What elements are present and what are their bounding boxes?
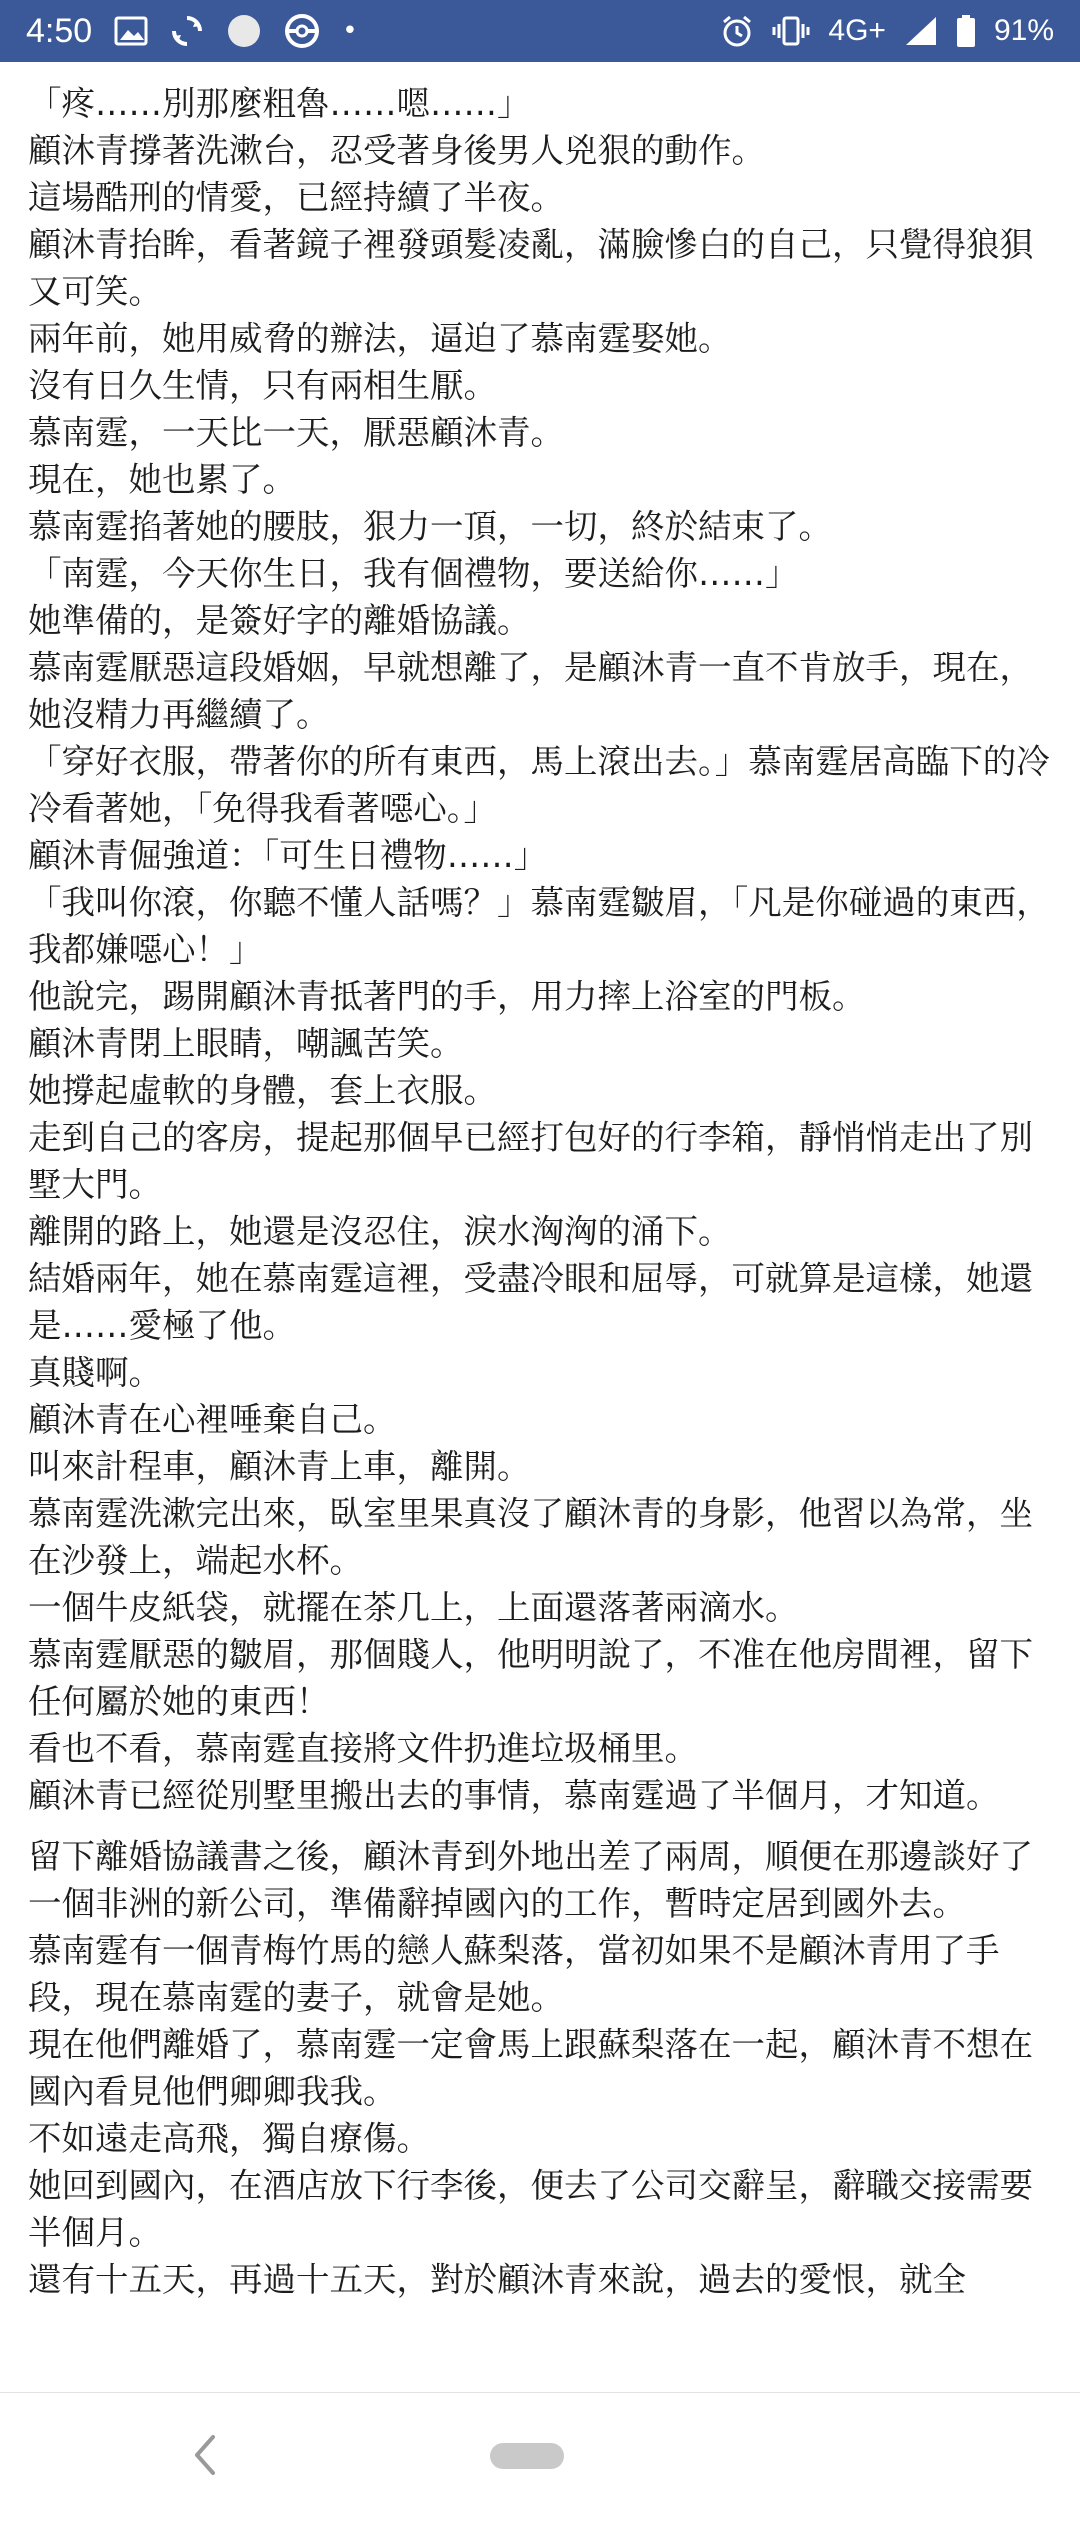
paragraph: 「疼……別那麼粗魯……嗯……」 (28, 84, 531, 123)
navigation-bar (0, 2392, 1080, 2521)
home-pill-icon[interactable] (490, 2443, 564, 2469)
battery-percent: 91% (993, 14, 1054, 47)
status-right (720, 14, 1054, 48)
network-type: 4G+ (828, 14, 886, 47)
paragraph: 沒有日久生情，只有兩相生厭。 (28, 366, 497, 405)
paragraph: 不如遠走高飛，獨自療傷。 (28, 2119, 430, 2158)
paragraph: 「穿好衣服，帶著你的所有東西，馬上滾出去。」慕南霆居高臨下的冷冷看著她，「免得我看著噁心。」 (28, 742, 1050, 828)
paragraph: 一個牛皮紙袋，就擺在茶几上，上面還落著兩滴水。 (28, 1588, 799, 1627)
status-bar (0, 0, 1080, 62)
article-body (0, 62, 1080, 2303)
pokeball-icon (284, 13, 320, 49)
paragraph: 還有十五天，再過十五天，對於顧沐青來說，過去的愛恨，就全 (28, 2260, 966, 2299)
status-left (26, 12, 358, 51)
paragraph: 他說完，踢開顧沐青抵著門的手，用力摔上浴室的門板。 (28, 977, 866, 1016)
paragraph: 她準備的，是簽好字的離婚協議。 (28, 601, 531, 640)
paragraph: 兩年前，她用威脅的辦法，逼迫了慕南霆娶她。 (28, 319, 732, 358)
paragraph: 慕南霆厭惡的皺眉，那個賤人，他明明說了，不准在他房間裡，留下任何屬於她的東西！ (28, 1635, 1033, 1721)
vibrate-icon (772, 15, 810, 47)
paragraph: 「南霆，今天你生日，我有個禮物，要送給你……」 (28, 554, 799, 593)
paragraph: 留下離婚協議書之後，顧沐青到外地出差了兩周，順便在那邊談好了一個非洲的新公司，準備辭掉國內的工作，暫時定居到國外去。 (28, 1837, 1033, 1923)
battery-icon (956, 14, 976, 48)
status-dot: • (342, 16, 358, 46)
paragraph: 離開的路上，她還是沒忍住，淚水洶洶的涌下。 (28, 1212, 732, 1251)
status-time: 4:50 (26, 11, 93, 50)
paragraph: 走到自己的客房，提起那個早已經打包好的行李箱，靜悄悄走出了別墅大門。 (28, 1118, 1033, 1204)
paragraph: 她撐起虛軟的身體，套上衣服。 (28, 1071, 497, 1110)
paragraph: 「我叫你滾，你聽不懂人話嗎？」慕南霆皺眉，「凡是你碰過的東西，我都嫌噁心！」 (28, 883, 1050, 969)
paragraph: 現在他們離婚了，慕南霆一定會馬上跟蘇梨落在一起，顧沐青不想在國內看見他們卿卿我我。 (28, 2025, 1033, 2111)
paragraph: 顧沐青在心裡唾棄自己。 (28, 1400, 397, 1439)
article-content[interactable] (0, 62, 1080, 2392)
paragraph: 顧沐青閉上眼睛，嘲諷苦笑。 (28, 1024, 464, 1063)
image-icon (114, 16, 148, 46)
paragraph: 慕南霆有一個青梅竹馬的戀人蘇梨落，當初如果不是顧沐青用了手段，現在慕南霆的妻子，就會是她。 (28, 1931, 1000, 2017)
paragraph: 叫來計程車，顧沐青上車，離開。 (28, 1447, 531, 1486)
paragraph: 這場酷刑的情愛，已經持續了半夜。 (28, 178, 564, 217)
paragraph: 她回到國內，在酒店放下行李後，便去了公司交辭呈，辭職交接需要半個月。 (28, 2166, 1033, 2252)
paragraph: 顧沐青抬眸，看著鏡子裡發頭髮凌亂，滿臉慘白的自己，只覺得狼狽又可笑。 (28, 225, 1033, 311)
paragraph: 顧沐青撐著洗漱台，忍受著身後男人兇狠的動作。 (28, 131, 765, 170)
sync-icon (170, 14, 204, 48)
paragraph: 慕南霆厭惡這段婚姻，早就想離了，是顧沐青一直不肯放手，現在，她沒精力再繼續了。 (28, 648, 1033, 734)
paragraph: 顧沐青已經從別墅里搬出去的事情，慕南霆過了半個月，才知道。 (28, 1776, 1000, 1815)
paragraph: 結婚兩年，她在慕南霆這裡，受盡冷眼和屈辱，可就算是這樣，她還是……愛極了他。 (28, 1259, 1033, 1345)
paragraph: 現在，她也累了。 (28, 460, 296, 499)
signal-icon (904, 15, 938, 47)
circle-icon (226, 13, 262, 49)
paragraph: 看也不看，慕南霆直接將文件扔進垃圾桶里。 (28, 1729, 698, 1768)
paragraph: 真賤啊。 (28, 1353, 162, 1392)
alarm-icon (720, 14, 754, 48)
chevron-left-icon[interactable] (185, 2431, 225, 2479)
paragraph: 顧沐青倔強道：「可生日禮物……」 (28, 836, 548, 875)
paragraph: 慕南霆，一天比一天，厭惡顧沐青。 (28, 413, 564, 452)
paragraph: 慕南霆洗漱完出來，臥室里果真沒了顧沐青的身影，他習以為常，坐在沙發上，端起水杯。 (28, 1494, 1033, 1580)
paragraph: 慕南霆掐著她的腰肢，狠力一頂，一切，終於結束了。 (28, 507, 832, 546)
